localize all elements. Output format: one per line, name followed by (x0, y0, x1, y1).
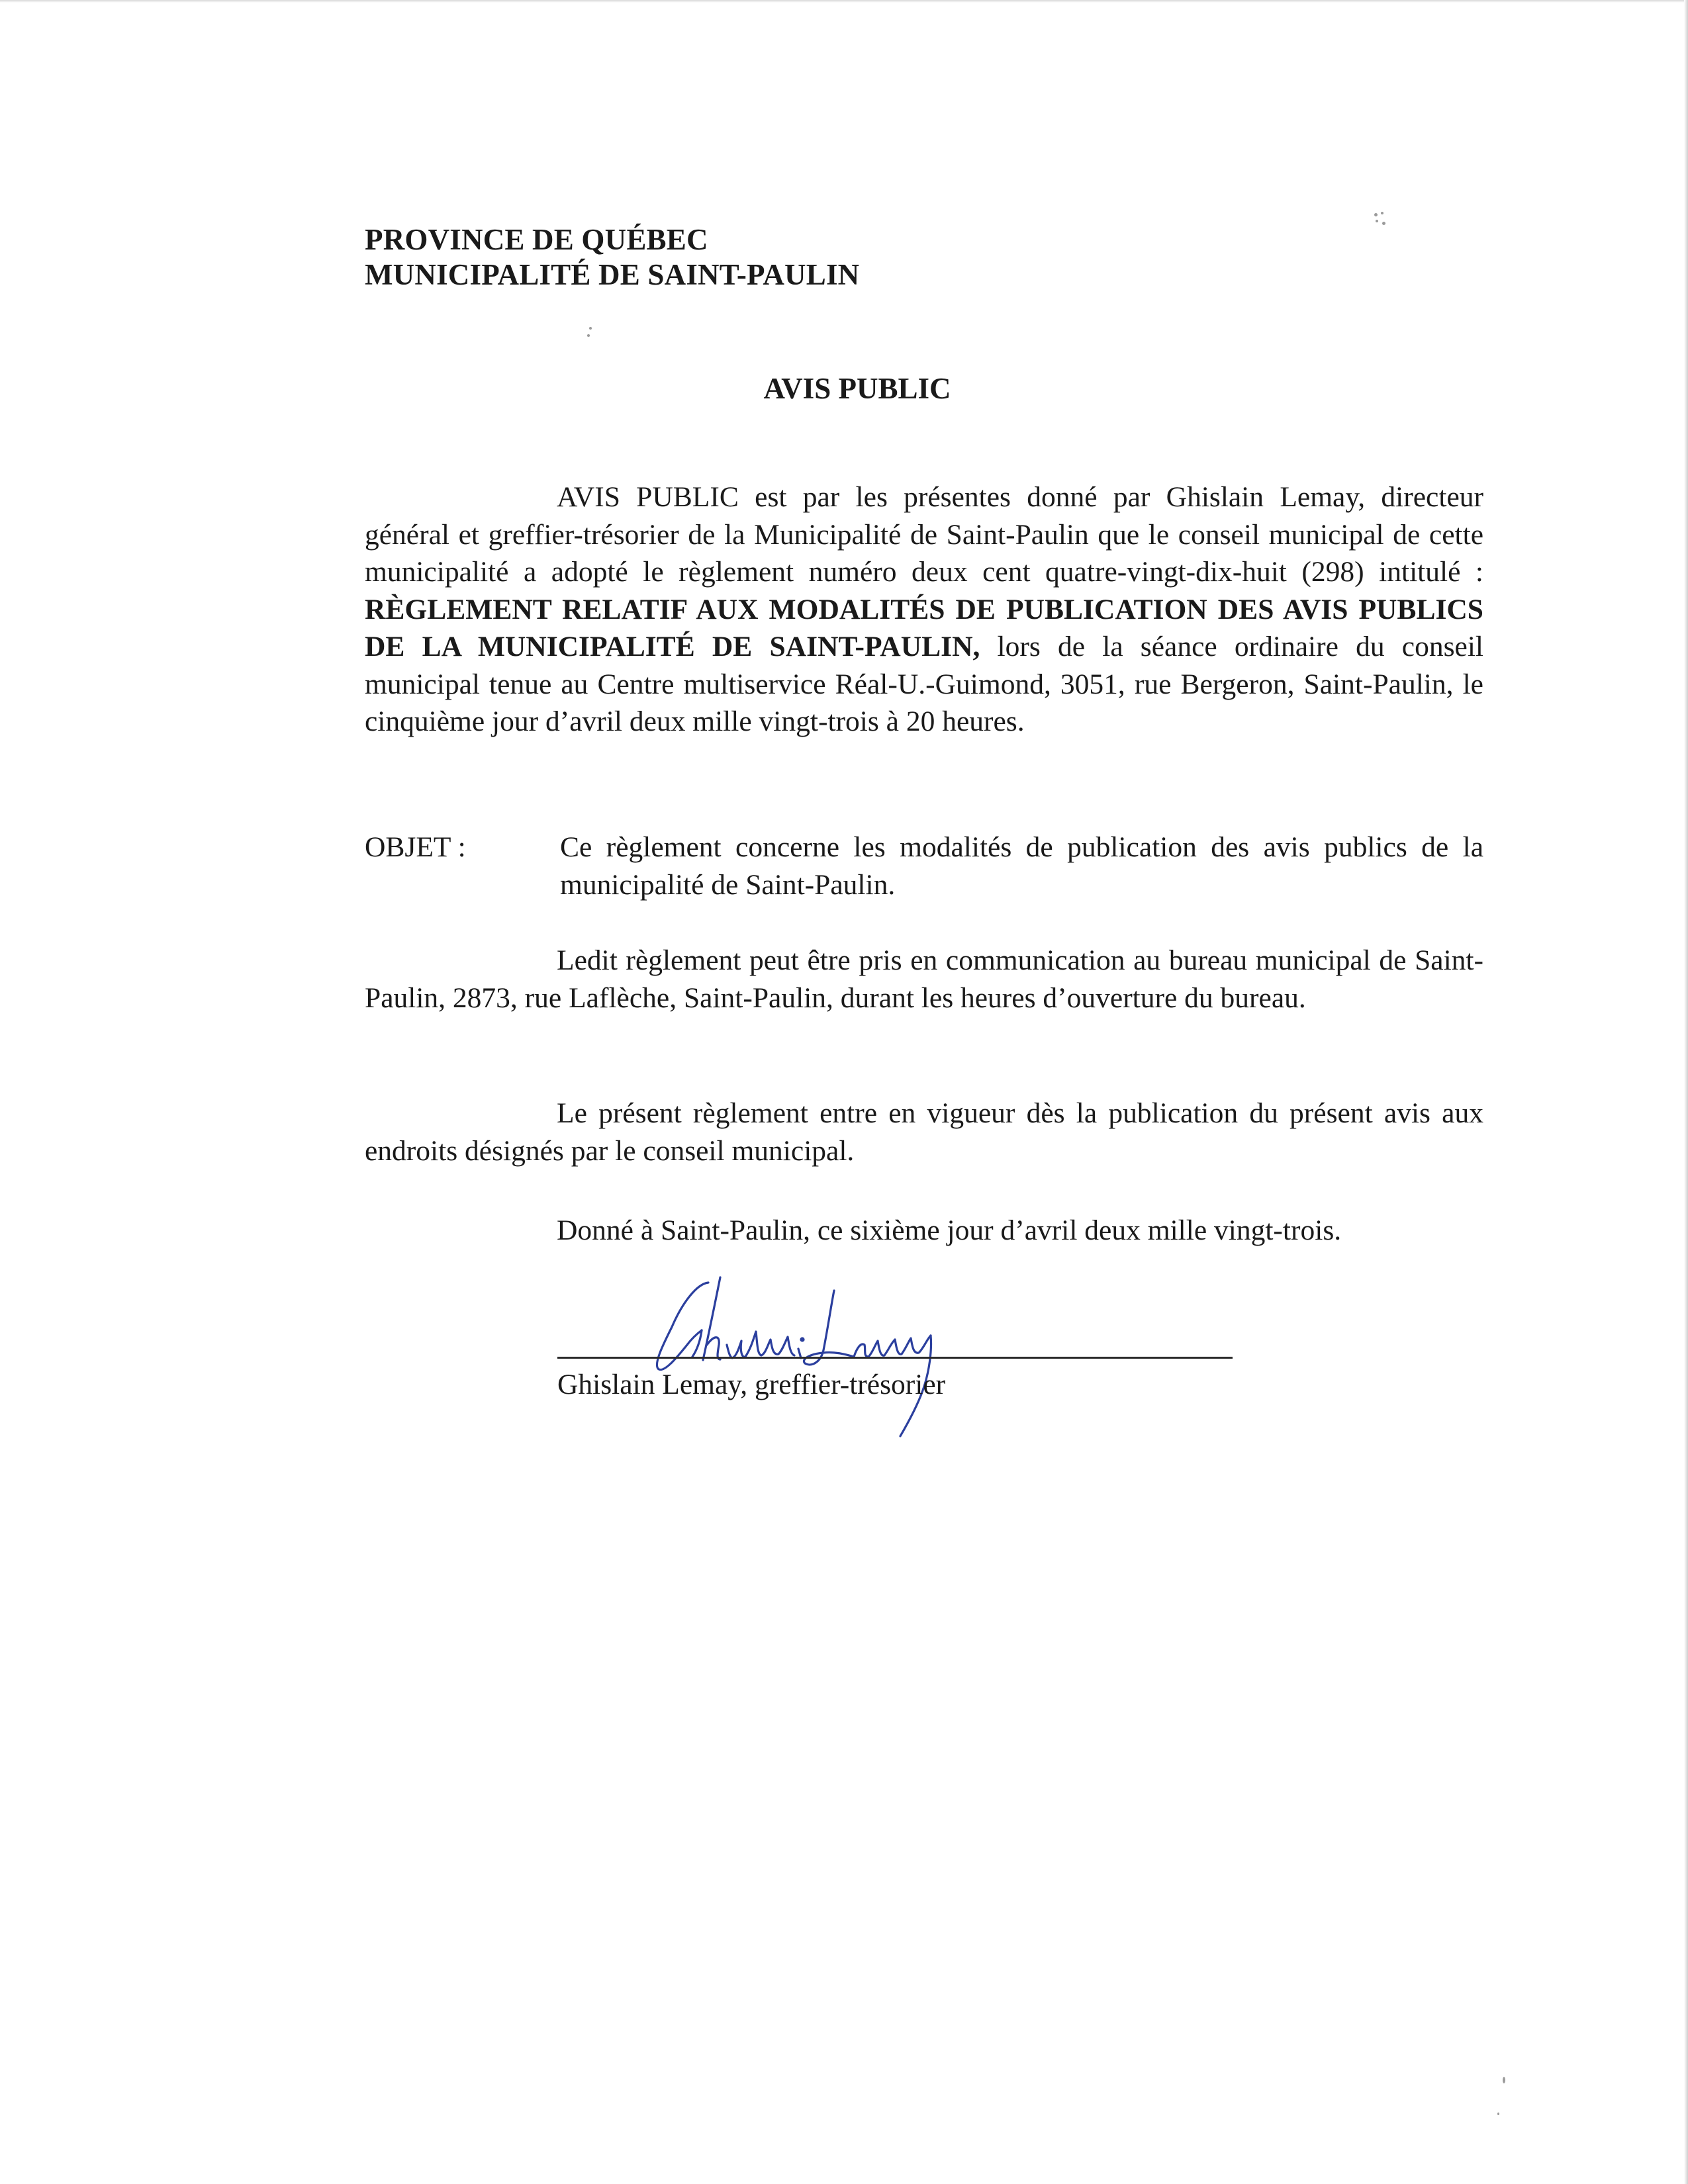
objet-label: OBJET : (365, 831, 466, 863)
consultation-paragraph (365, 942, 1483, 1017)
scan-speck (589, 327, 592, 330)
province-heading: PROVINCE DE QUÉBEC (365, 223, 708, 256)
given-text: Donné à Saint-Paulin, ce sixième jour d’avril deux mille vingt-trois. (557, 1214, 1342, 1246)
signatory-name: Ghislain Lemay, greffier-trésorier (557, 1369, 946, 1400)
scan-speck (1376, 220, 1378, 222)
scan-speck (1381, 212, 1383, 214)
objet-text: Ce règlement concerne les modalités de publication des avis publics de la municipalité de Saint-Paulin. (560, 831, 1483, 901)
notice-rest-text: lors de la séance ordinaire du conseil municipal tenue au Centre multiservice Réal-U.-Guimond, 3051, rue Bergeron, Saint-Paulin, le cinquième jour d’avril deux mille vingt-trois à 20 heures. (365, 631, 1483, 737)
scan-speck (587, 334, 590, 337)
municipality-heading: MUNICIPALITÉ DE SAINT-PAULIN (365, 258, 860, 291)
scan-speck (1374, 213, 1378, 216)
effective-text: Le présent règlement entre en vigueur dès la publication du présent avis aux endroits désignés par le conseil municipal. (365, 1097, 1483, 1167)
signature-line (557, 1357, 1233, 1359)
effective-paragraph (365, 1095, 1483, 1169)
scan-edge-right (1684, 0, 1688, 2184)
scan-speck (1497, 2113, 1499, 2115)
bylaw-title: RÈGLEMENT RELATIF AUX MODALITÉS DE PUBLICATION DES AVIS PUBLICS DE LA MUNICIPALITÉ DE SAINT-PAULIN, (365, 593, 1483, 662)
consultation-text: Ledit règlement peut être pris en communication au bureau municipal de Saint-Paulin, 2873, rue Laflèche, Saint-Paulin, durant les heures d’ouverture du bureau. (365, 944, 1483, 1014)
scan-edge-top (0, 0, 1688, 3)
scan-speck (1503, 2077, 1505, 2083)
page-title: AVIS PUBLIC (763, 372, 951, 405)
given-paragraph (365, 1212, 1483, 1250)
notice-paragraph (365, 478, 1483, 741)
notice-intro-text: AVIS PUBLIC est par les présentes donné par Ghislain Lemay, directeur général et greffier-trésorier de la Municipalité de Saint-Paulin que le conseil municipal de cette municipalité a adopté le règlement numéro deux cent quatre-vingt-dix-huit (298) intitulé : (365, 481, 1483, 588)
scan-speck (1382, 222, 1385, 225)
